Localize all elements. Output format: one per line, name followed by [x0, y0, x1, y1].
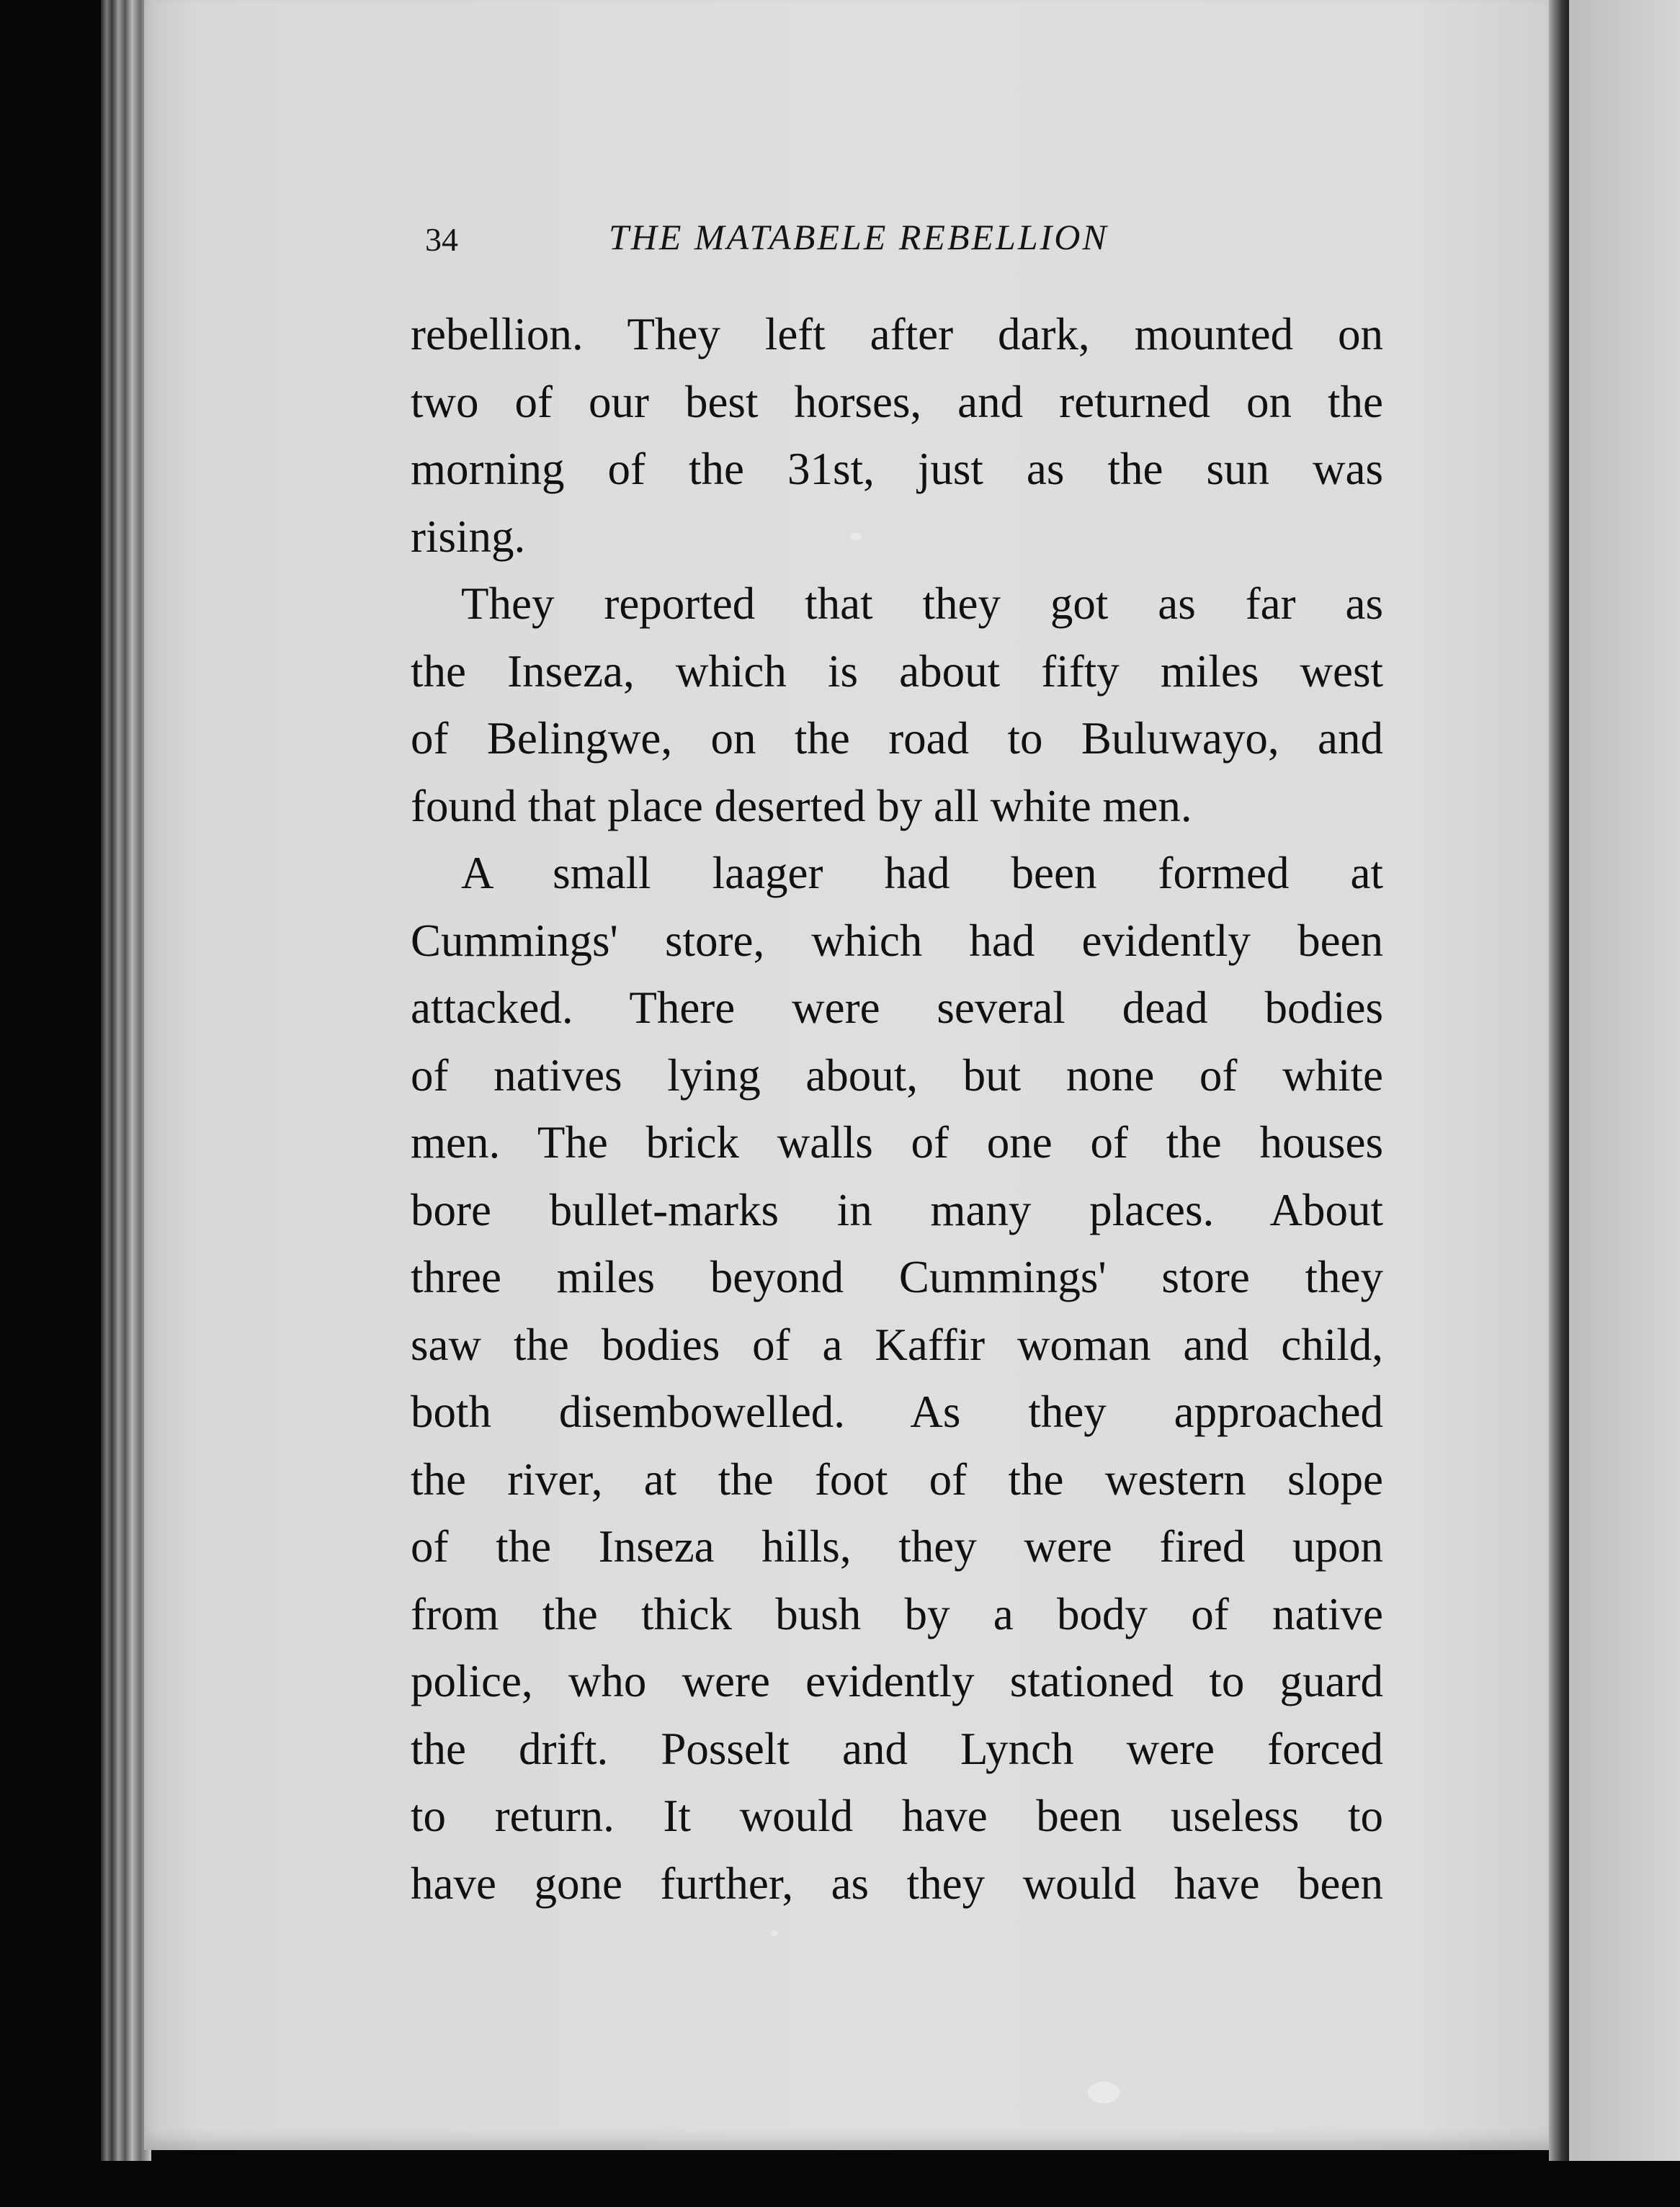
page-number: 34	[425, 221, 458, 258]
facing-page-edge	[1569, 0, 1680, 2161]
text-line: both disembowelled. As they approached	[411, 1387, 1383, 1437]
body-text	[411, 301, 1383, 1917]
text-line: Cummings' store, which had evidently been	[411, 915, 1383, 966]
text-line: found that place deserted by all white men.	[411, 780, 1192, 831]
paragraph	[411, 570, 1383, 840]
text-line: A small laager had been formed at	[461, 848, 1383, 898]
paragraph	[411, 301, 1383, 570]
scan-speck	[1088, 2082, 1120, 2103]
text-line: rising.	[411, 511, 526, 562]
text-line: three miles beyond Cummings' store they	[411, 1252, 1383, 1302]
text-line: rebellion. They left after dark, mounted on	[411, 309, 1383, 359]
running-title: THE MATABELE REBELLION	[609, 217, 1109, 257]
text-line: of the Inseza hills, they were fired upon	[411, 1521, 1383, 1572]
running-header	[425, 216, 1261, 274]
text-line: two of our best horses, and returned on the	[411, 376, 1383, 427]
text-line: They reported that they got as far as	[461, 578, 1383, 629]
text-line: bore bullet-marks in many places. About	[411, 1184, 1383, 1235]
text-line: have gone further, as they would have been	[411, 1858, 1383, 1909]
text-line: saw the bodies of a Kaffir woman and child,	[411, 1319, 1383, 1370]
text-line: the Inseza, which is about fifty miles west	[411, 645, 1383, 697]
text-line: from the thick bush by a body of native	[411, 1588, 1383, 1639]
text-line: police, who were evidently stationed to guard	[411, 1656, 1383, 1706]
text-line: the drift. Posselt and Lynch were forced	[411, 1723, 1383, 1774]
paragraph	[411, 840, 1383, 1917]
text-line: morning of the 31st, just as the sun was	[411, 444, 1383, 494]
text-line: of Belingwe, on the road to Buluwayo, and	[411, 713, 1383, 764]
scan-speck	[771, 1930, 778, 1936]
text-line: of natives lying about, but none of white	[411, 1049, 1383, 1101]
text-line: to return. It would have been useless to	[411, 1791, 1383, 1841]
text-line: attacked. There were several dead bodies	[411, 982, 1383, 1033]
page-gutter	[1549, 0, 1570, 2161]
text-line: the river, at the foot of the western slope	[411, 1454, 1383, 1505]
text-line: men. The brick walls of one of the houses	[411, 1117, 1383, 1168]
